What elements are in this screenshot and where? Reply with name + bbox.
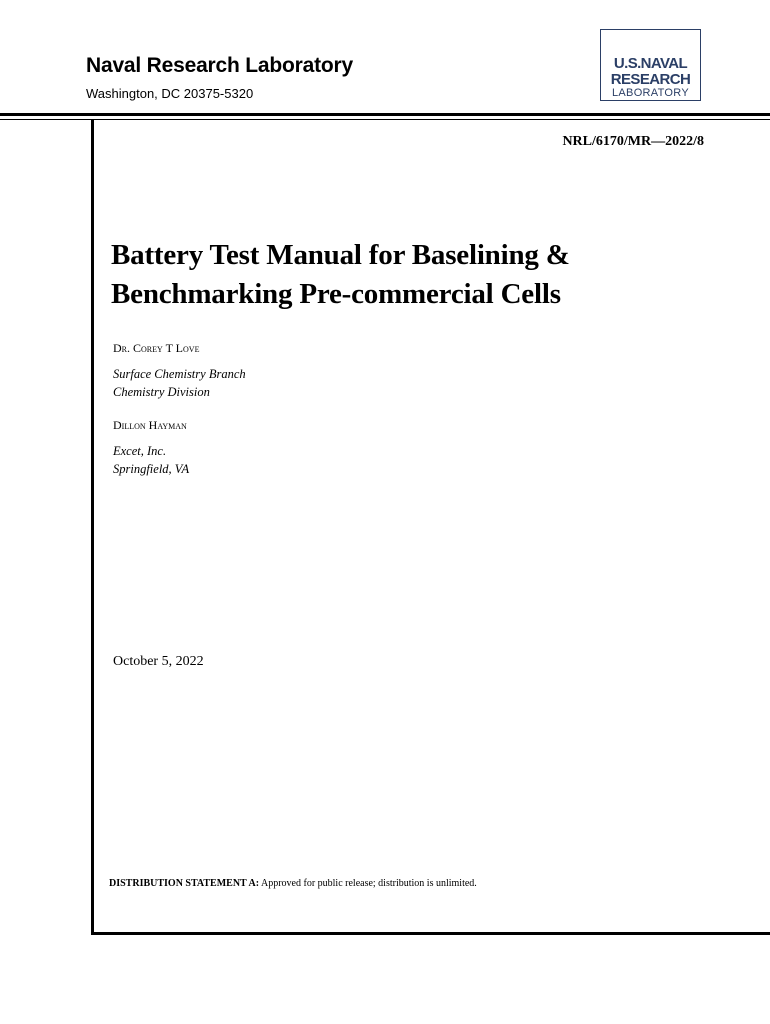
title-line-2: Benchmarking Pre-commercial Cells: [111, 278, 561, 310]
organization-address: Washington, DC 20375-5320: [86, 86, 254, 101]
logo-text-line1: U.S.NAVAL: [613, 55, 688, 72]
author-2-name: Dillon Hayman: [113, 418, 187, 432]
nrl-logo: [600, 29, 701, 101]
logo-text-line2: RESEARCH: [610, 71, 691, 88]
author-2-company: Excet, Inc.: [113, 444, 167, 458]
header-rule-thick: [0, 113, 770, 116]
author-2-affiliation: [113, 442, 189, 478]
distribution-label: DISTRIBUTION STATEMENT A:: [109, 878, 260, 889]
author-1-name: Dr. Corey T Love: [113, 341, 200, 355]
frame-bottom-border: [91, 932, 770, 935]
frame-left-border: [91, 119, 94, 935]
author-1-branch: Surface Chemistry Branch: [113, 367, 246, 381]
distribution-text: Approved for public release; distribution is unlimited.: [261, 878, 477, 889]
report-date: October 5, 2022: [113, 654, 204, 669]
report-number: NRL/6170/MR—2022/8: [562, 134, 704, 149]
title-line-1: Battery Test Manual for Baselining &: [111, 239, 570, 271]
organization-name: Naval Research Laboratory: [86, 54, 353, 77]
header-rule-thin: [0, 119, 770, 120]
author-2-location: Springfield, VA: [113, 462, 190, 476]
author-1-affiliation: [113, 365, 246, 401]
report-title: [111, 236, 731, 314]
author-1-division: Chemistry Division: [113, 385, 210, 399]
logo-text-line3: LABORATORY: [612, 87, 689, 99]
distribution-statement: [109, 878, 477, 889]
